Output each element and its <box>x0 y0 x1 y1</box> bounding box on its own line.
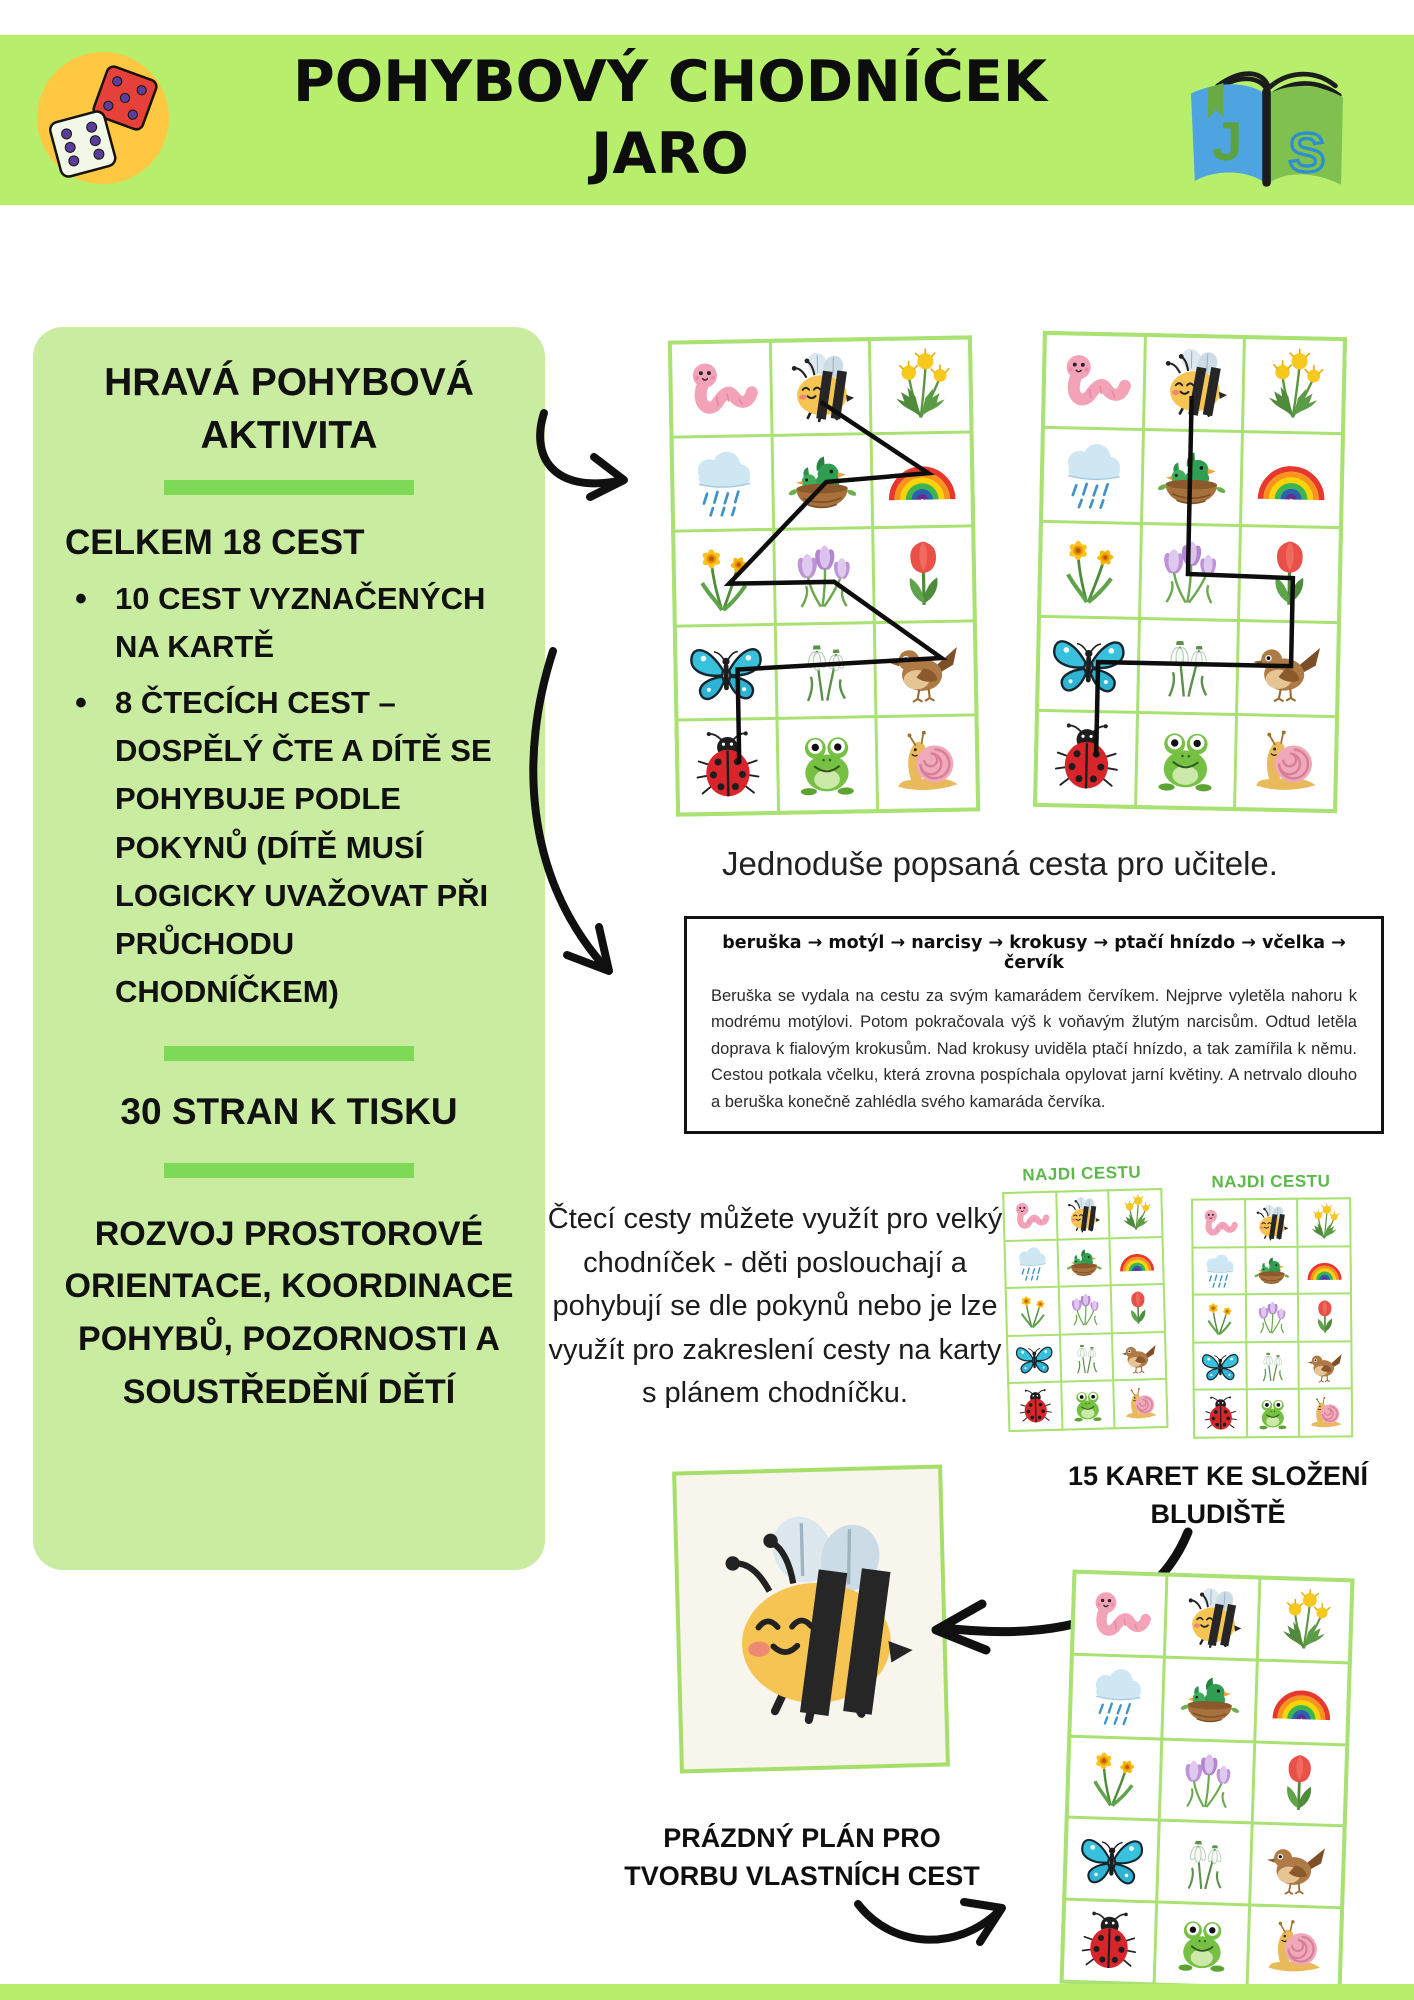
bee-icon <box>1172 1582 1253 1654</box>
dandelion-icon <box>1112 1192 1159 1234</box>
ladybug-card-cell <box>1064 1901 1156 1983</box>
daffodil-card-cell <box>1069 1737 1161 1819</box>
worm-card-cell <box>1193 1200 1244 1246</box>
rain-cloud-card-cell <box>1071 1656 1163 1738</box>
wren-card-cell <box>1238 622 1337 715</box>
rain-cloud-card-cell <box>1043 429 1142 522</box>
rain-cloud-icon <box>679 443 765 525</box>
butterfly-icon <box>1045 623 1132 705</box>
tulip-icon <box>1115 1287 1162 1329</box>
pages-count-text: 30 STRAN K TISKU <box>120 1090 458 1132</box>
rainbow-card-cell <box>873 434 971 527</box>
worm-card-cell <box>672 343 770 436</box>
rainbow-card-cell <box>1256 1661 1348 1743</box>
snail-icon <box>1117 1383 1164 1425</box>
frog-card-cell <box>1156 1904 1248 1986</box>
reading-note: Čtecí cesty můžete využít pro velký chodníček - děti poslouchají a pohybují se dle pokynů nebo je lze využít pro zakreslení cesty na karty s plánem chodníčku. <box>547 1203 1003 1409</box>
worm-icon <box>678 349 764 431</box>
worm-card-cell <box>1074 1574 1166 1656</box>
rainbow-icon <box>1113 1240 1160 1282</box>
bird-nest-icon <box>1061 1241 1108 1283</box>
frog-icon <box>1143 719 1230 801</box>
crocus-card-cell <box>1247 1295 1298 1341</box>
wren-icon <box>1116 1335 1163 1377</box>
bird-nest-icon <box>1149 437 1236 519</box>
dandelion-card-cell <box>1110 1190 1162 1237</box>
bee-icon <box>1248 1202 1294 1243</box>
rain-cloud-icon <box>1077 1660 1158 1732</box>
story-text: Beruška se vydala na cestu za svým kamarádem červíkem. Nejprve vyletěla nahoru k modrému motýlovi. Potom pokračovala výš k voňavým žlutým narcisům. Odtud letěla doprava k fialovým krokusům. Nad krokusy uviděla ptačí hnízdo, a tak zamířila k němu. Cestou potkala včelku, která zrovna pospíchala opylovat jarní květiny. A netrvalo dlouho a beruška konečně zahlédla svého kamaráda červíka. <box>711 987 1357 1111</box>
bird-nest-card-cell <box>1246 1247 1297 1293</box>
ladybug-icon <box>1043 717 1130 799</box>
bee-icon <box>1060 1194 1107 1236</box>
tulip-icon <box>1259 1748 1340 1820</box>
mini-card-2-grid <box>1191 1197 1353 1438</box>
daffodil-icon <box>1196 1298 1242 1339</box>
tulip-card-cell <box>1112 1285 1164 1332</box>
bird-nest-icon <box>779 441 865 523</box>
bird-nest-card-cell <box>1164 1658 1256 1740</box>
bee-icon <box>777 347 863 429</box>
snowdrop-icon <box>1164 1827 1245 1899</box>
worm-icon <box>1051 341 1138 423</box>
story-path-header: beruška → motýl → narcisy → krokusy → ptačí hnízdo → včelka → červík <box>722 933 1346 973</box>
snail-icon <box>1254 1912 1335 1984</box>
worm-card-cell <box>1045 335 1144 428</box>
bee-illustration-icon <box>688 1496 934 1742</box>
snowdrop-icon <box>782 629 868 711</box>
path-card-2-grid <box>1033 331 1347 813</box>
dandelion-card-cell <box>1259 1580 1351 1662</box>
snail-icon <box>884 722 970 804</box>
rainbow-card-cell <box>1111 1238 1163 1285</box>
footer-bar <box>0 1984 1414 2000</box>
butterfly-card-cell <box>1039 617 1138 710</box>
bird-nest-icon <box>1169 1663 1250 1735</box>
path-card-1-grid <box>668 335 980 816</box>
bee-card-cell <box>772 341 870 434</box>
info-box-bullet-list <box>59 575 519 1015</box>
crocus-icon <box>1147 531 1234 613</box>
snail-card-cell <box>1115 1380 1167 1427</box>
dandelion-icon <box>1264 1584 1345 1656</box>
rain-cloud-icon <box>1008 1243 1055 1285</box>
snail-card-cell <box>1300 1390 1351 1436</box>
wren-icon <box>882 628 968 710</box>
snail-card-cell <box>1248 1907 1340 1989</box>
js-book-logo-icon <box>1172 56 1362 206</box>
wren-icon <box>1302 1344 1348 1385</box>
wren-card-cell <box>876 622 974 715</box>
rainbow-card-cell <box>1299 1247 1350 1293</box>
maze-note: 15 KARET KE SLOŽENÍ BLUDIŠTĚ <box>1067 1461 1369 1529</box>
crocus-card-cell <box>1141 525 1240 618</box>
rainbow-card-cell <box>1242 433 1341 526</box>
tulip-icon <box>880 533 966 615</box>
dice-logo-icon <box>33 50 173 200</box>
snowdrop-icon <box>1145 625 1232 707</box>
logo-letter-s: S <box>1288 121 1326 184</box>
tulip-card-cell <box>875 528 973 621</box>
wren-card-cell <box>1113 1333 1165 1380</box>
rain-cloud-card-cell <box>1006 1240 1058 1287</box>
arrow-to-plan-icon <box>852 1886 1022 1966</box>
frog-card-cell <box>778 718 876 811</box>
rain-cloud-card-cell <box>674 437 772 530</box>
najdi-cestu-label: NAJDI CESTU <box>1211 1171 1331 1192</box>
butterfly-icon <box>683 631 769 713</box>
butterfly-icon <box>1197 1345 1243 1386</box>
tulip-icon <box>1246 533 1333 615</box>
rainbow-icon <box>1301 1249 1347 1290</box>
ladybug-card-cell <box>1037 712 1136 805</box>
rainbow-icon <box>879 439 965 521</box>
snowdrop-card-cell <box>1247 1343 1298 1389</box>
snowdrop-card-cell <box>777 624 875 717</box>
wren-card-cell <box>1300 1342 1351 1388</box>
bottom-plan-card <box>1060 1570 1355 1993</box>
daffodil-card-cell <box>675 531 773 624</box>
dandelion-icon <box>1250 345 1337 427</box>
bee-card-cell <box>1166 1577 1258 1659</box>
dandelion-card-cell <box>1244 339 1343 432</box>
frog-icon <box>1064 1384 1111 1426</box>
bird-nest-card-cell <box>1143 431 1242 524</box>
daffodil-card-cell <box>1194 1295 1245 1341</box>
crocus-icon <box>781 535 867 617</box>
tulip-card-cell <box>1253 1743 1345 1825</box>
bee-card-cell <box>1145 337 1244 430</box>
worm-icon <box>1196 1203 1242 1244</box>
crocus-card-cell <box>1161 1740 1253 1822</box>
title-line-2: JARO <box>591 121 749 187</box>
tulip-card-cell <box>1240 527 1339 620</box>
path-card-1 <box>668 335 980 816</box>
snowdrop-icon <box>1250 1345 1296 1386</box>
frog-card-cell <box>1247 1390 1298 1436</box>
frog-icon <box>1250 1392 1296 1433</box>
butterfly-icon <box>1072 1824 1153 1896</box>
ladybug-card-cell <box>1195 1391 1246 1437</box>
butterfly-icon <box>1011 1338 1058 1380</box>
worm-icon <box>1007 1195 1054 1237</box>
bee-card-cell <box>1057 1191 1109 1238</box>
rain-cloud-icon <box>1049 435 1136 517</box>
snail-card-cell <box>878 716 976 809</box>
wren-icon <box>1244 627 1331 709</box>
frog-icon <box>784 724 870 806</box>
dandelion-icon <box>1301 1202 1347 1243</box>
page-title <box>180 46 1160 190</box>
worm-icon <box>1079 1579 1160 1651</box>
divider <box>164 1046 414 1061</box>
tulip-icon <box>1302 1297 1348 1338</box>
divider <box>164 480 414 495</box>
bird-nest-icon <box>1249 1250 1295 1291</box>
snail-icon <box>1303 1392 1349 1433</box>
butterfly-card-cell <box>1066 1819 1158 1901</box>
rain-cloud-card-cell <box>1194 1248 1245 1294</box>
daffodil-icon <box>1009 1290 1056 1332</box>
snail-card-cell <box>1236 716 1335 809</box>
dandelion-card-cell <box>871 339 969 432</box>
bullet-item: • 10 CEST VYZNAČENÝCH NA KARTĚ <box>69 575 519 671</box>
najdi-cestu-label: NAJDI CESTU <box>1022 1162 1142 1185</box>
daffodil-icon <box>1047 529 1134 611</box>
bee-icon <box>1151 343 1238 425</box>
snowdrop-icon <box>1063 1336 1110 1378</box>
path-card-2 <box>1033 331 1347 813</box>
frog-card-cell <box>1137 714 1236 807</box>
rainbow-icon <box>1248 439 1335 521</box>
arrow-to-cards-icon <box>530 405 650 515</box>
crocus-card-cell <box>775 530 873 623</box>
frog-icon <box>1161 1909 1242 1981</box>
logo-letter-j: J <box>1211 109 1243 172</box>
wren-card-cell <box>1251 1825 1343 1907</box>
empty-plan-note: PRÁZDNÝ PLÁN PRO TVORBU VLASTNÍCH CEST <box>624 1823 980 1891</box>
daffodil-icon <box>681 537 767 619</box>
divider <box>164 1163 414 1178</box>
info-box-heading: HRAVÁ POHYBOVÁ AKTIVITA <box>104 361 474 457</box>
ladybug-icon <box>1012 1385 1059 1427</box>
bird-nest-card-cell <box>1058 1239 1110 1286</box>
crocus-card-cell <box>1059 1287 1111 1334</box>
frog-card-cell <box>1062 1382 1114 1429</box>
crocus-icon <box>1167 1745 1248 1817</box>
dandelion-icon <box>877 345 963 427</box>
worm-card-cell <box>1004 1193 1056 1240</box>
butterfly-card-cell <box>677 625 775 718</box>
butterfly-card-cell <box>1194 1343 1245 1389</box>
info-box <box>33 327 545 1570</box>
crocus-icon <box>1249 1297 1295 1338</box>
ladybug-icon <box>684 725 770 807</box>
bird-nest-card-cell <box>773 435 871 528</box>
crocus-icon <box>1062 1289 1109 1331</box>
dandelion-card-cell <box>1298 1199 1349 1245</box>
ladybug-icon <box>1197 1393 1243 1434</box>
mini-card-2 <box>1191 1171 1353 1438</box>
ladybug-card-cell <box>1009 1383 1061 1430</box>
snowdrop-card-cell <box>1061 1334 1113 1381</box>
info-box-subheading: CELKEM 18 CEST <box>65 523 365 563</box>
tulip-card-cell <box>1299 1295 1350 1341</box>
ladybug-icon <box>1069 1906 1150 1978</box>
butterfly-card-cell <box>1008 1335 1060 1382</box>
daffodil-card-cell <box>1007 1288 1059 1335</box>
snowdrop-card-cell <box>1159 1822 1251 1904</box>
arrow-to-story-icon <box>525 645 660 995</box>
teacher-caption: Jednoduše popsaná cesta pro učitele. <box>722 845 1278 882</box>
benefits-text: ROZVOJ PROSTOROVÉ ORIENTACE, KOORDINACE POHYBŮ, POZORNOSTI A SOUSTŘEDĚNÍ DĚTÍ <box>64 1214 514 1411</box>
ladybug-card-cell <box>679 720 777 813</box>
title-line-1: POHYBOVÝ CHODNÍČEK <box>293 49 1047 115</box>
wren-icon <box>1256 1830 1337 1902</box>
rainbow-icon <box>1261 1666 1342 1738</box>
bee-card-cell <box>1246 1200 1297 1246</box>
daffodil-card-cell <box>1041 523 1140 616</box>
story-box <box>684 916 1384 1134</box>
mini-card-1-grid <box>1002 1188 1168 1432</box>
snail-icon <box>1242 721 1329 803</box>
rain-cloud-icon <box>1196 1250 1242 1291</box>
bullet-item: • 8 ČTECÍCH CEST – DOSPĚLÝ ČTE A DÍTĚ SE POHYBUJE PODLE POKYNŮ (DÍTĚ MUSÍ LOGICKY UVAŽOVAT PŘI PRŮCHODU CHODNÍČKEM) <box>69 679 519 1015</box>
daffodil-icon <box>1074 1742 1155 1814</box>
mini-card-1 <box>1002 1162 1169 1432</box>
bottom-plan-grid <box>1060 1570 1355 1993</box>
snowdrop-card-cell <box>1139 620 1238 713</box>
